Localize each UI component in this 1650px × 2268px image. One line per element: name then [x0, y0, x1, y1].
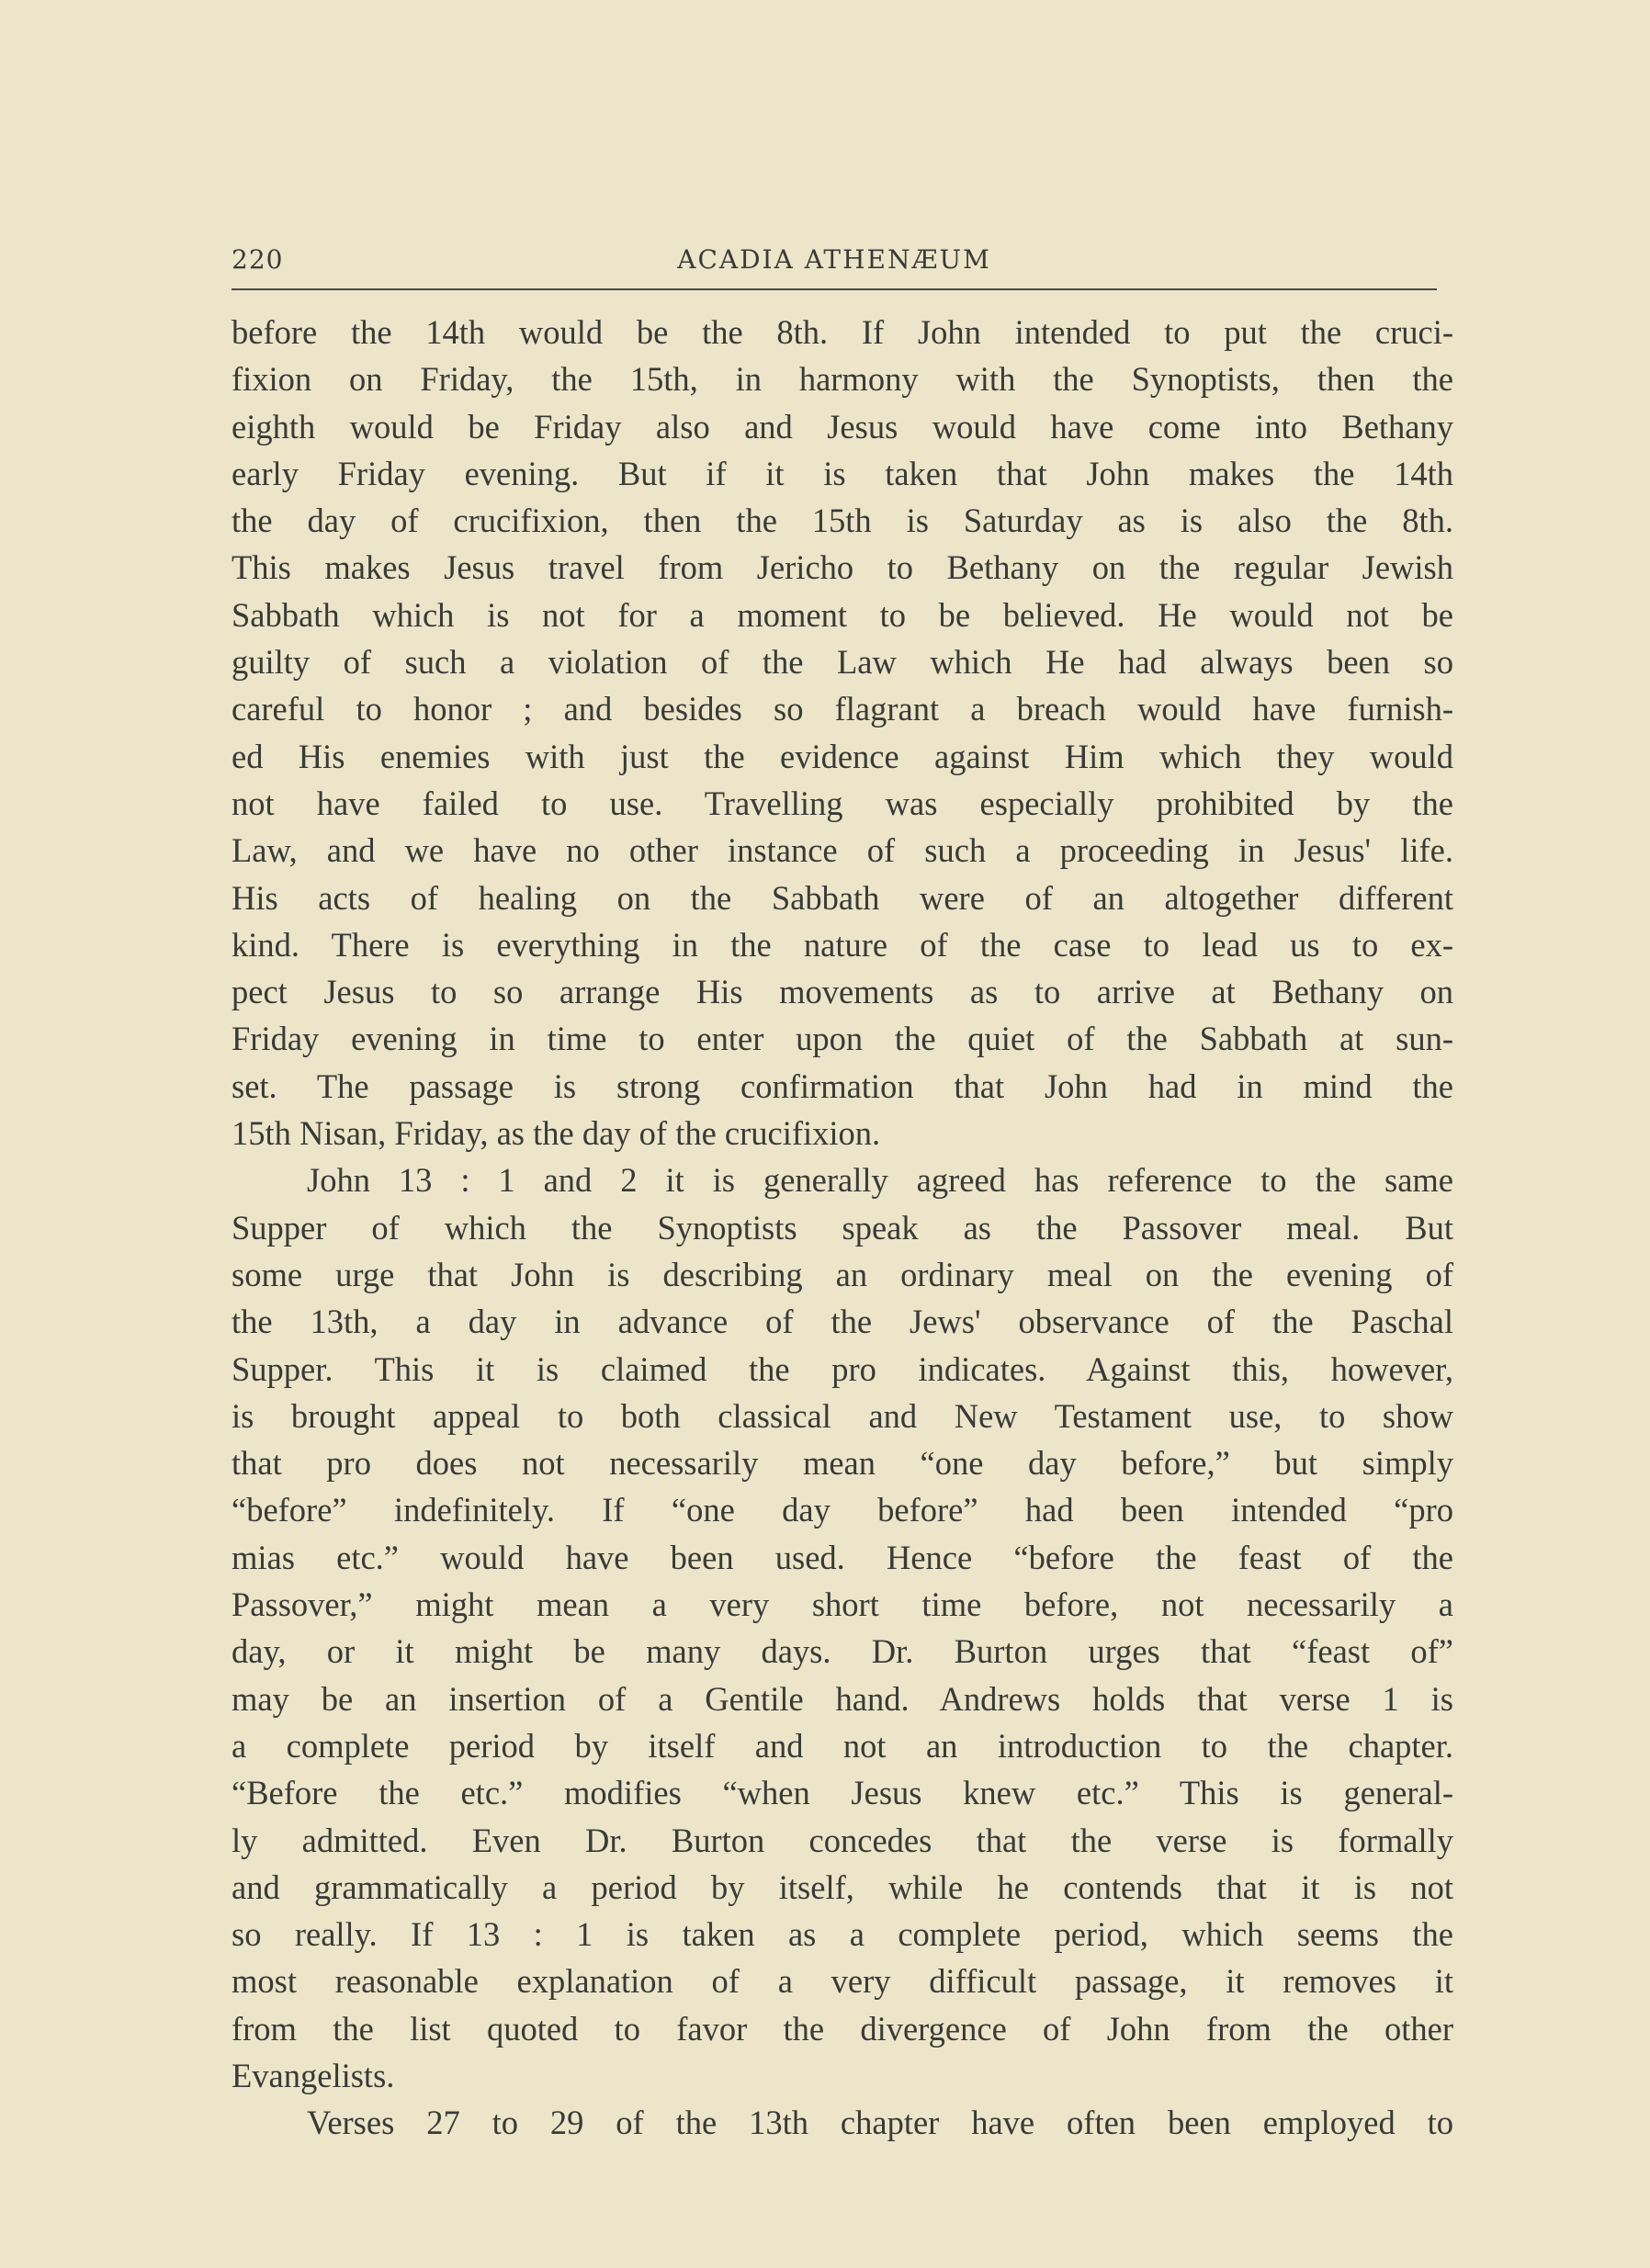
text-line: from the list quoted to favor the divergence of John from the other	[232, 2009, 1453, 2048]
text-line: some urge that John is describing an ordinary meal on the evening of	[232, 1255, 1453, 1293]
text-line: is brought appeal to both classical and New Testament use, to show	[232, 1396, 1453, 1435]
text-line: the day of crucifixion, then the 15th is Saturday as is also the 8th.	[232, 502, 1453, 540]
text-line: Supper of which the Synoptists speak as the Passover meal. But	[232, 1208, 1453, 1247]
text-line: careful to honor ; and besides so flagrant a breach would have furnish-	[232, 690, 1453, 728]
text-line: and grammatically a period by itself, while he contends that it is not	[232, 1867, 1453, 1906]
text-line: set. The passage is strong confirmation that John had in mind the	[232, 1066, 1453, 1105]
page-header	[232, 244, 1437, 285]
text-line: the 13th, a day in advance of the Jews' observance of the Paschal	[232, 1303, 1453, 1341]
text-line: ly admitted. Even Dr. Burton concedes that the verse is formally	[232, 1821, 1453, 1859]
text-line: not have failed to use. Travelling was especially prohibited by the	[232, 784, 1453, 822]
text-line: Sabbath which is not for a moment to be believed. He would not be	[232, 595, 1453, 634]
body-text	[232, 309, 1463, 2147]
text-line: so really. If 13 : 1 is taken as a complete period, which seems the	[232, 1915, 1453, 1954]
text-line: mias etc.” would have been used. Hence “before the feast of the	[232, 1538, 1453, 1576]
text-line: Evangelists.	[232, 2056, 395, 2094]
text-line: kind. There is everything in the nature of the case to lead us to ex-	[232, 925, 1453, 964]
text-line: day, or it might be many days. Dr. Burton urges that “feast of”	[232, 1632, 1453, 1671]
text-line: pect Jesus to so arrange His movements as to arrive at Bethany on	[232, 973, 1453, 1011]
text-line: Friday evening in time to enter upon the quiet of the Sabbath at sun-	[232, 1020, 1453, 1058]
text-line: This makes Jesus travel from Jericho to Bethany on the regular Jewish	[232, 548, 1453, 587]
text-line: most reasonable explanation of a very difficult passage, it removes it	[232, 1962, 1453, 2001]
text-line: Supper. This it is claimed the pro indicates. Against this, however,	[232, 1349, 1453, 1388]
text-line: Law, and we have no other instance of such a proceeding in Jesus' life.	[232, 831, 1453, 870]
text-line: Passover,” might mean a very short time before, not necessarily a	[232, 1585, 1453, 1624]
header-rule	[232, 288, 1437, 290]
text-line: ed His enemies with just the evidence against Him which they would	[232, 737, 1453, 775]
text-line: that pro does not necessarily mean “one day before,” but simply	[232, 1444, 1453, 1483]
text-line: before the 14th would be the 8th. If John intended to put the cruci-	[232, 313, 1453, 351]
page-number: 220	[232, 244, 284, 275]
text-line: Verses 27 to 29 of the 13th chapter have often been employed to	[307, 2104, 1453, 2142]
text-line: fixion on Friday, the 15th, in harmony with the Synoptists, then the	[232, 360, 1453, 399]
text-line: His acts of healing on the Sabbath were of an altogether different	[232, 878, 1453, 917]
text-line: may be an insertion of a Gentile hand. Andrews holds that verse 1 is	[232, 1679, 1453, 1718]
text-line: guilty of such a violation of the Law which He had always been so	[232, 643, 1453, 682]
text-line: early Friday evening. But if it is taken that John makes the 14th	[232, 454, 1453, 492]
running-head: ACADIA ATHENÆUM	[677, 244, 991, 275]
text-line: “Before the etc.” modifies “when Jesus knew etc.” This is general-	[232, 1774, 1453, 1812]
text-line: 15th Nisan, Friday, as the day of the crucifixion.	[232, 1114, 881, 1153]
text-line: a complete period by itself and not an introduction to the chapter.	[232, 1726, 1453, 1765]
text-line: “before” indefinitely. If “one day before” had been intended “pro	[232, 1491, 1453, 1529]
text-line: eighth would be Friday also and Jesus would have come into Bethany	[232, 407, 1453, 446]
text-line: John 13 : 1 and 2 it is generally agreed has reference to the same	[307, 1161, 1453, 1200]
